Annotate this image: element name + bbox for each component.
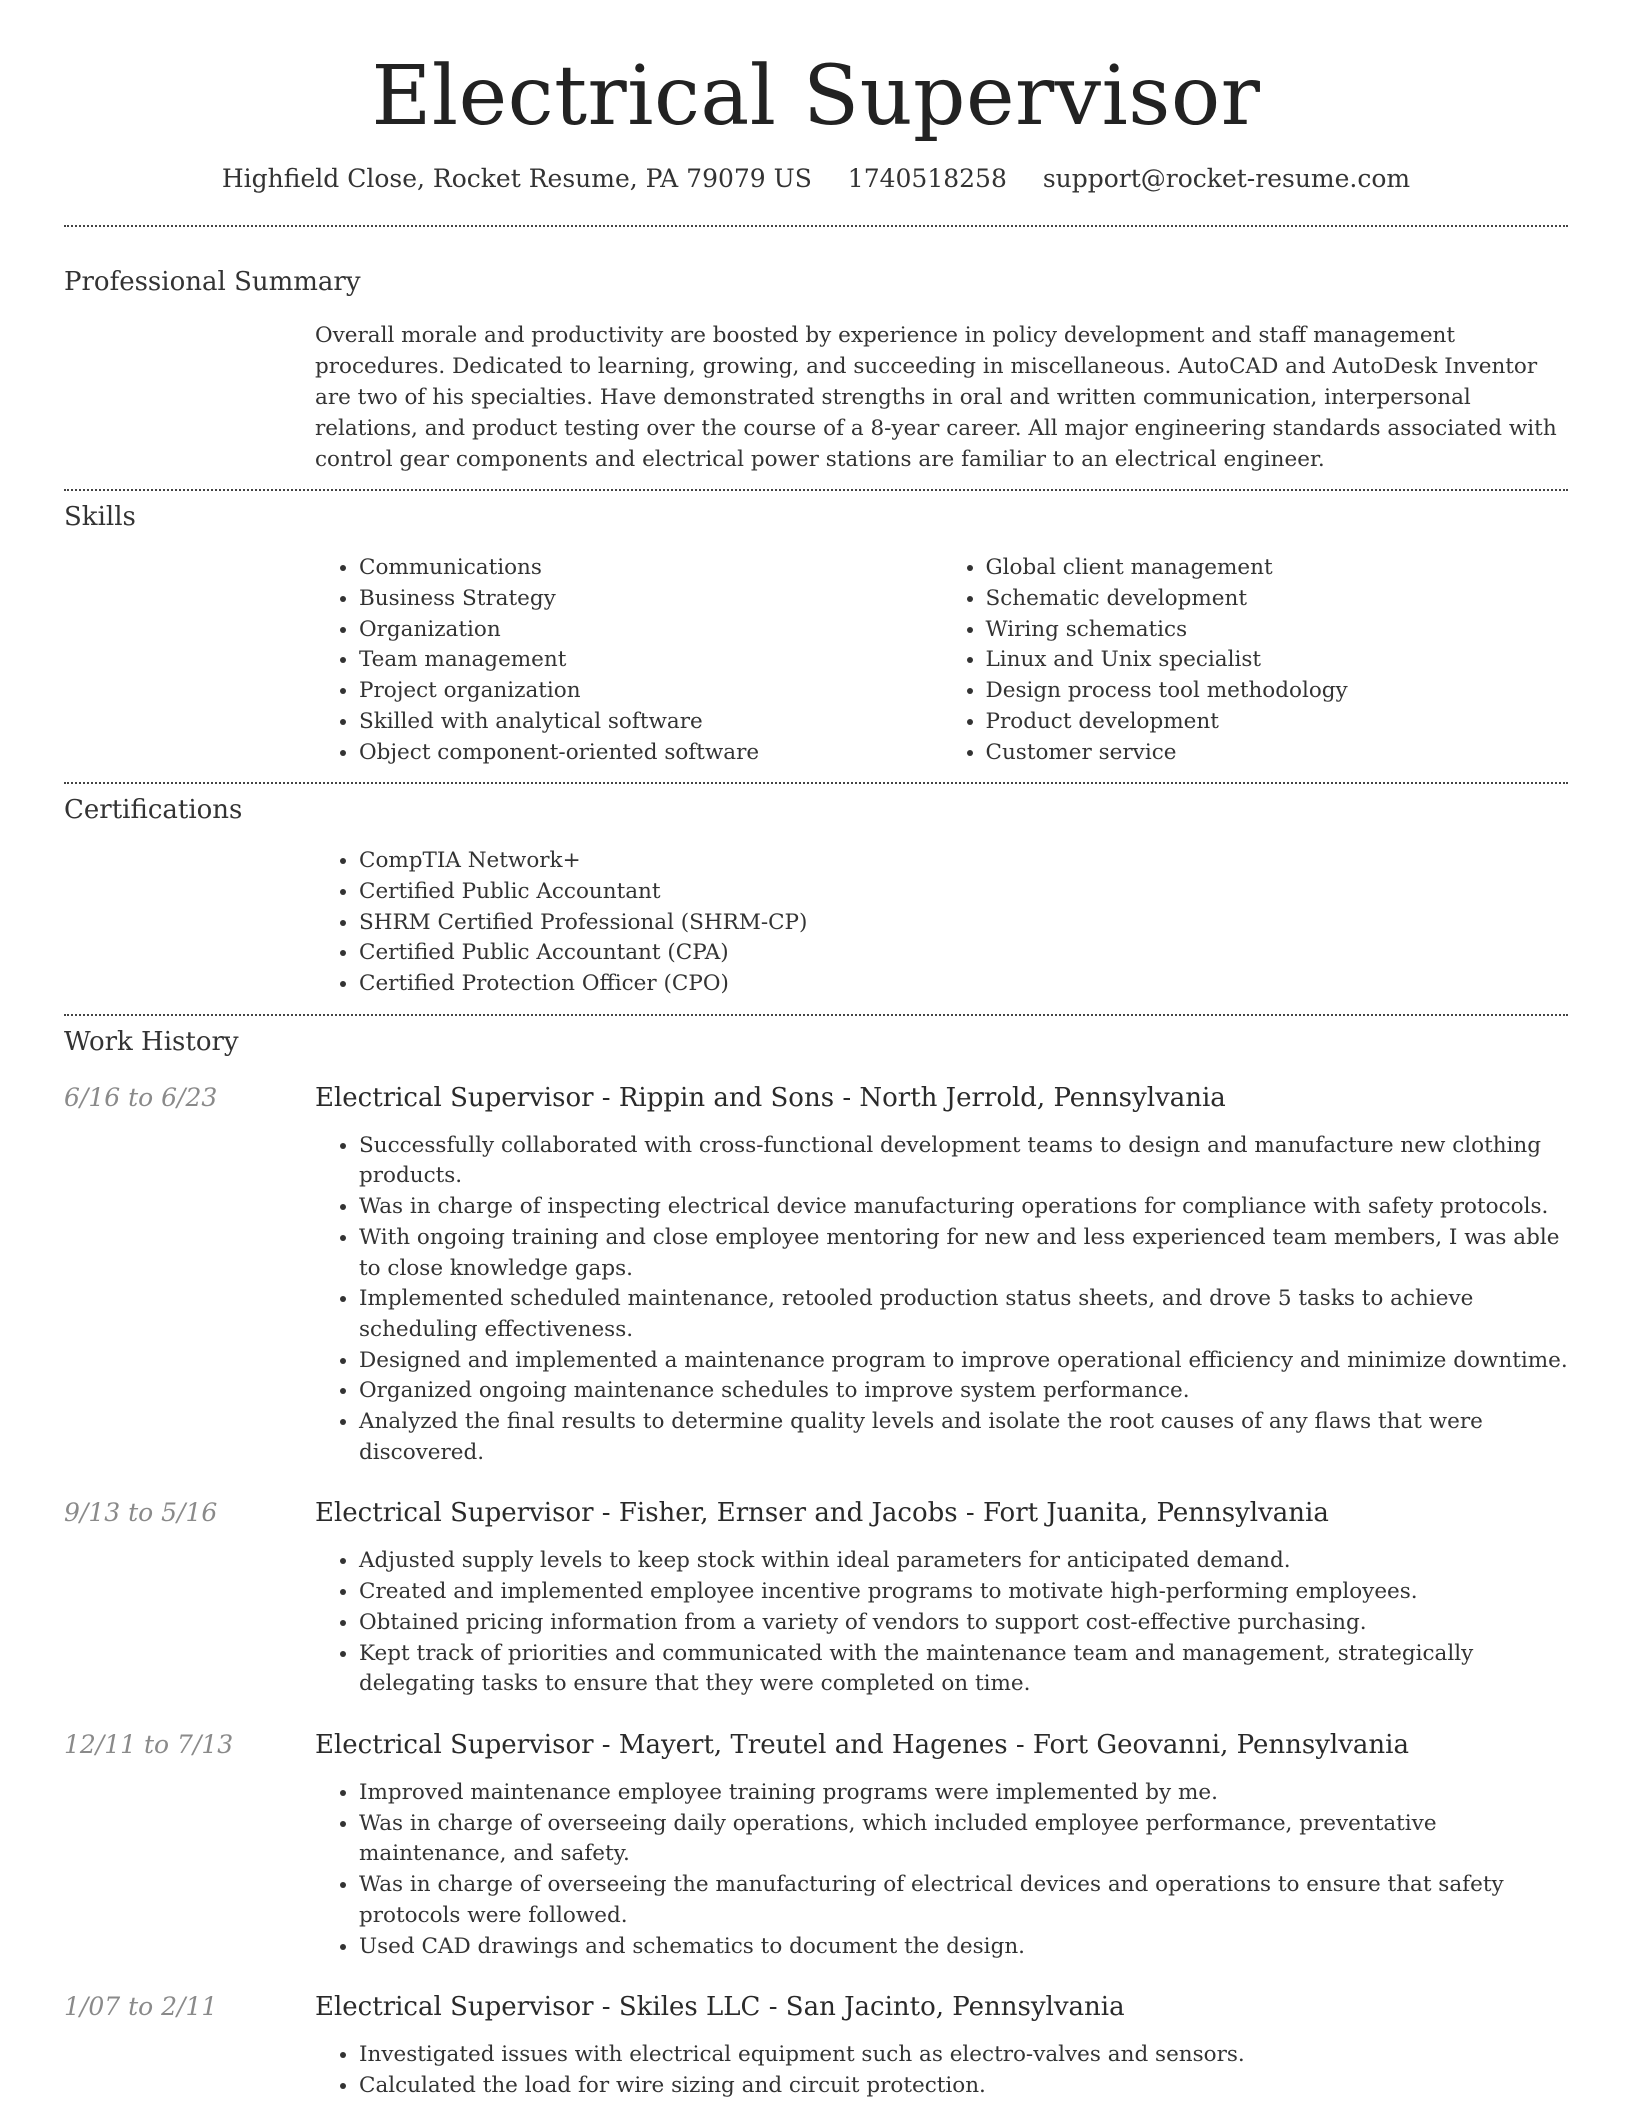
list-item: • Communications <box>359 553 942 584</box>
job-title: Electrical Supervisor - Fisher, Ernser and Jacobs - Fort Juanita, Pennsylvania <box>315 1498 1329 1529</box>
job-dates: 9/13 to 5/16 <box>64 1498 218 1528</box>
summary-text: Overall morale and productivity are boosted by experience in policy development and staff management procedures. Dedicated to learning, growing, and succeeding in miscellaneous. AutoCAD and AutoDesk Inventor are two of his specialties. Have demonstrated strengths in oral and written communication, interpersonal relations, and product testing over the course of a 8-year career. All major engineering standards associated with control gear components and electrical power stations are familiar to an electrical engineer. <box>315 323 1557 473</box>
list-item: • Analyzed the final results to determine quality levels and isolate the root causes of any flaws that were discovered. <box>359 1407 1568 1468</box>
list-item: • Linux and Unix specialist <box>986 645 1569 676</box>
job-header <box>64 1083 1568 1113</box>
list-item: • Was in charge of inspecting electrical device manufacturing operations for compliance with safety protocols. <box>359 1192 1568 1223</box>
list-item: • Certified Public Accountant <box>359 877 1568 908</box>
job-bullets <box>315 1778 1568 1962</box>
job-entry <box>64 1992 1568 2101</box>
list-item: • Designed and implemented a maintenance program to improve operational efficiency and minimize downtime. <box>359 1346 1568 1377</box>
list-item: • Customer service <box>986 738 1569 769</box>
list-item: • Calculated the load for wire sizing and circuit protection. <box>359 2071 1568 2102</box>
job-bullets <box>315 1131 1568 1469</box>
resume-page <box>64 0 1568 2102</box>
list-item: • SHRM Certified Professional (SHRM-CP) <box>359 908 1568 939</box>
list-item: • Implemented scheduled maintenance, retooled production status sheets, and drove 5 tasks to achieve scheduling effectiveness. <box>359 1284 1568 1345</box>
job-bullet-list <box>315 1546 1568 1700</box>
list-item: • Obtained pricing information from a variety of vendors to support cost-effective purchasing. <box>359 1608 1568 1639</box>
list-item: • Investigated issues with electrical equipment such as electro-valves and sensors. <box>359 2040 1568 2071</box>
list-item: • Team management <box>359 645 942 676</box>
skills-column-right <box>942 553 1569 768</box>
job-entry <box>64 1730 1568 1962</box>
contact-line <box>64 164 1568 193</box>
job-header <box>64 1992 1568 2022</box>
section-divider <box>64 1014 1568 1016</box>
skills-list <box>315 553 1568 768</box>
section-divider <box>64 489 1568 491</box>
skills-column-left <box>315 553 942 768</box>
list-item: • Product development <box>986 707 1569 738</box>
list-item: • Skilled with analytical software <box>359 707 942 738</box>
job-bullets <box>315 1546 1568 1700</box>
list-item: • With ongoing training and close employee mentoring for new and less experienced team members, I was able to close knowledge gaps. <box>359 1223 1568 1284</box>
job-title: Electrical Supervisor - Skiles LLC - San Jacinto, Pennsylvania <box>315 1992 1125 2023</box>
list-item: • Wiring schematics <box>986 615 1569 646</box>
contact-phone: 1740518258 <box>847 164 1007 194</box>
list-item: • Project organization <box>359 676 942 707</box>
list-item: • Schematic development <box>986 584 1569 615</box>
list-item: • Used CAD drawings and schematics to document the design. <box>359 1932 1568 1963</box>
list-item: • Was in charge of overseeing the manufacturing of electrical devices and operations to ensure that safety protocols were followed. <box>359 1870 1568 1931</box>
list-item: • Successfully collaborated with cross-functional development teams to design and manufacture new clothing products. <box>359 1131 1568 1192</box>
certifications-list <box>315 846 1568 1000</box>
job-header <box>64 1730 1568 1760</box>
job-title: Electrical Supervisor - Rippin and Sons - North Jerrold, Pennsylvania <box>315 1082 1226 1113</box>
list-item: • Adjusted supply levels to keep stock within ideal parameters for anticipated demand. <box>359 1546 1568 1577</box>
list-item: • Created and implemented employee incentive programs to motivate high-performing employees. <box>359 1577 1568 1608</box>
job-dates: 1/07 to 2/11 <box>64 1992 218 2022</box>
list-item: • Business Strategy <box>359 584 942 615</box>
list-item: • Certified Public Accountant (CPA) <box>359 938 1568 969</box>
list-item: • Kept track of priorities and communicated with the maintenance team and management, strategically delegating tasks to ensure that they were completed on time. <box>359 1639 1568 1700</box>
list-item: • Improved maintenance employee training programs were implemented by me. <box>359 1778 1568 1809</box>
job-title: Electrical Supervisor - Mayert, Treutel and Hagenes - Fort Geovanni, Pennsylvania <box>315 1729 1409 1760</box>
job-entry <box>64 1083 1568 1469</box>
job-bullet-list <box>315 1778 1568 1962</box>
section-divider <box>64 225 1568 227</box>
certifications-bullets <box>315 846 1568 1000</box>
list-item: • Design process tool methodology <box>986 676 1569 707</box>
list-item: • Organization <box>359 615 942 646</box>
list-item: • CompTIA Network+ <box>359 846 1568 877</box>
contact-address: Highfield Close, Rocket Resume, PA 79079 US <box>221 164 812 194</box>
job-bullets <box>315 2040 1568 2101</box>
job-bullet-list <box>315 2040 1568 2101</box>
skills-heading: Skills <box>64 502 136 533</box>
work-history-heading: Work History <box>64 1026 239 1057</box>
contact-email: support@rocket-resume.com <box>1042 164 1411 194</box>
job-dates: 12/11 to 7/13 <box>64 1729 234 1759</box>
job-bullet-list <box>315 1131 1568 1469</box>
certifications-heading: Certifications <box>64 795 243 826</box>
list-item: • Object component-oriented software <box>359 738 942 769</box>
job-entry <box>64 1498 1568 1700</box>
summary-heading: Professional Summary <box>64 267 361 298</box>
job-dates: 6/16 to 6/23 <box>64 1082 218 1112</box>
list-item: • Organized ongoing maintenance schedules to improve system performance. <box>359 1376 1568 1407</box>
job-header <box>64 1498 1568 1528</box>
list-item: • Was in charge of overseeing daily operations, which included employee performance, preventative maintenance, and safety. <box>359 1809 1568 1870</box>
resume-name: Electrical Supervisor <box>371 49 1261 144</box>
list-item: • Global client management <box>986 553 1569 584</box>
list-item: • Certified Protection Officer (CPO) <box>359 969 1568 1000</box>
section-divider <box>64 782 1568 784</box>
